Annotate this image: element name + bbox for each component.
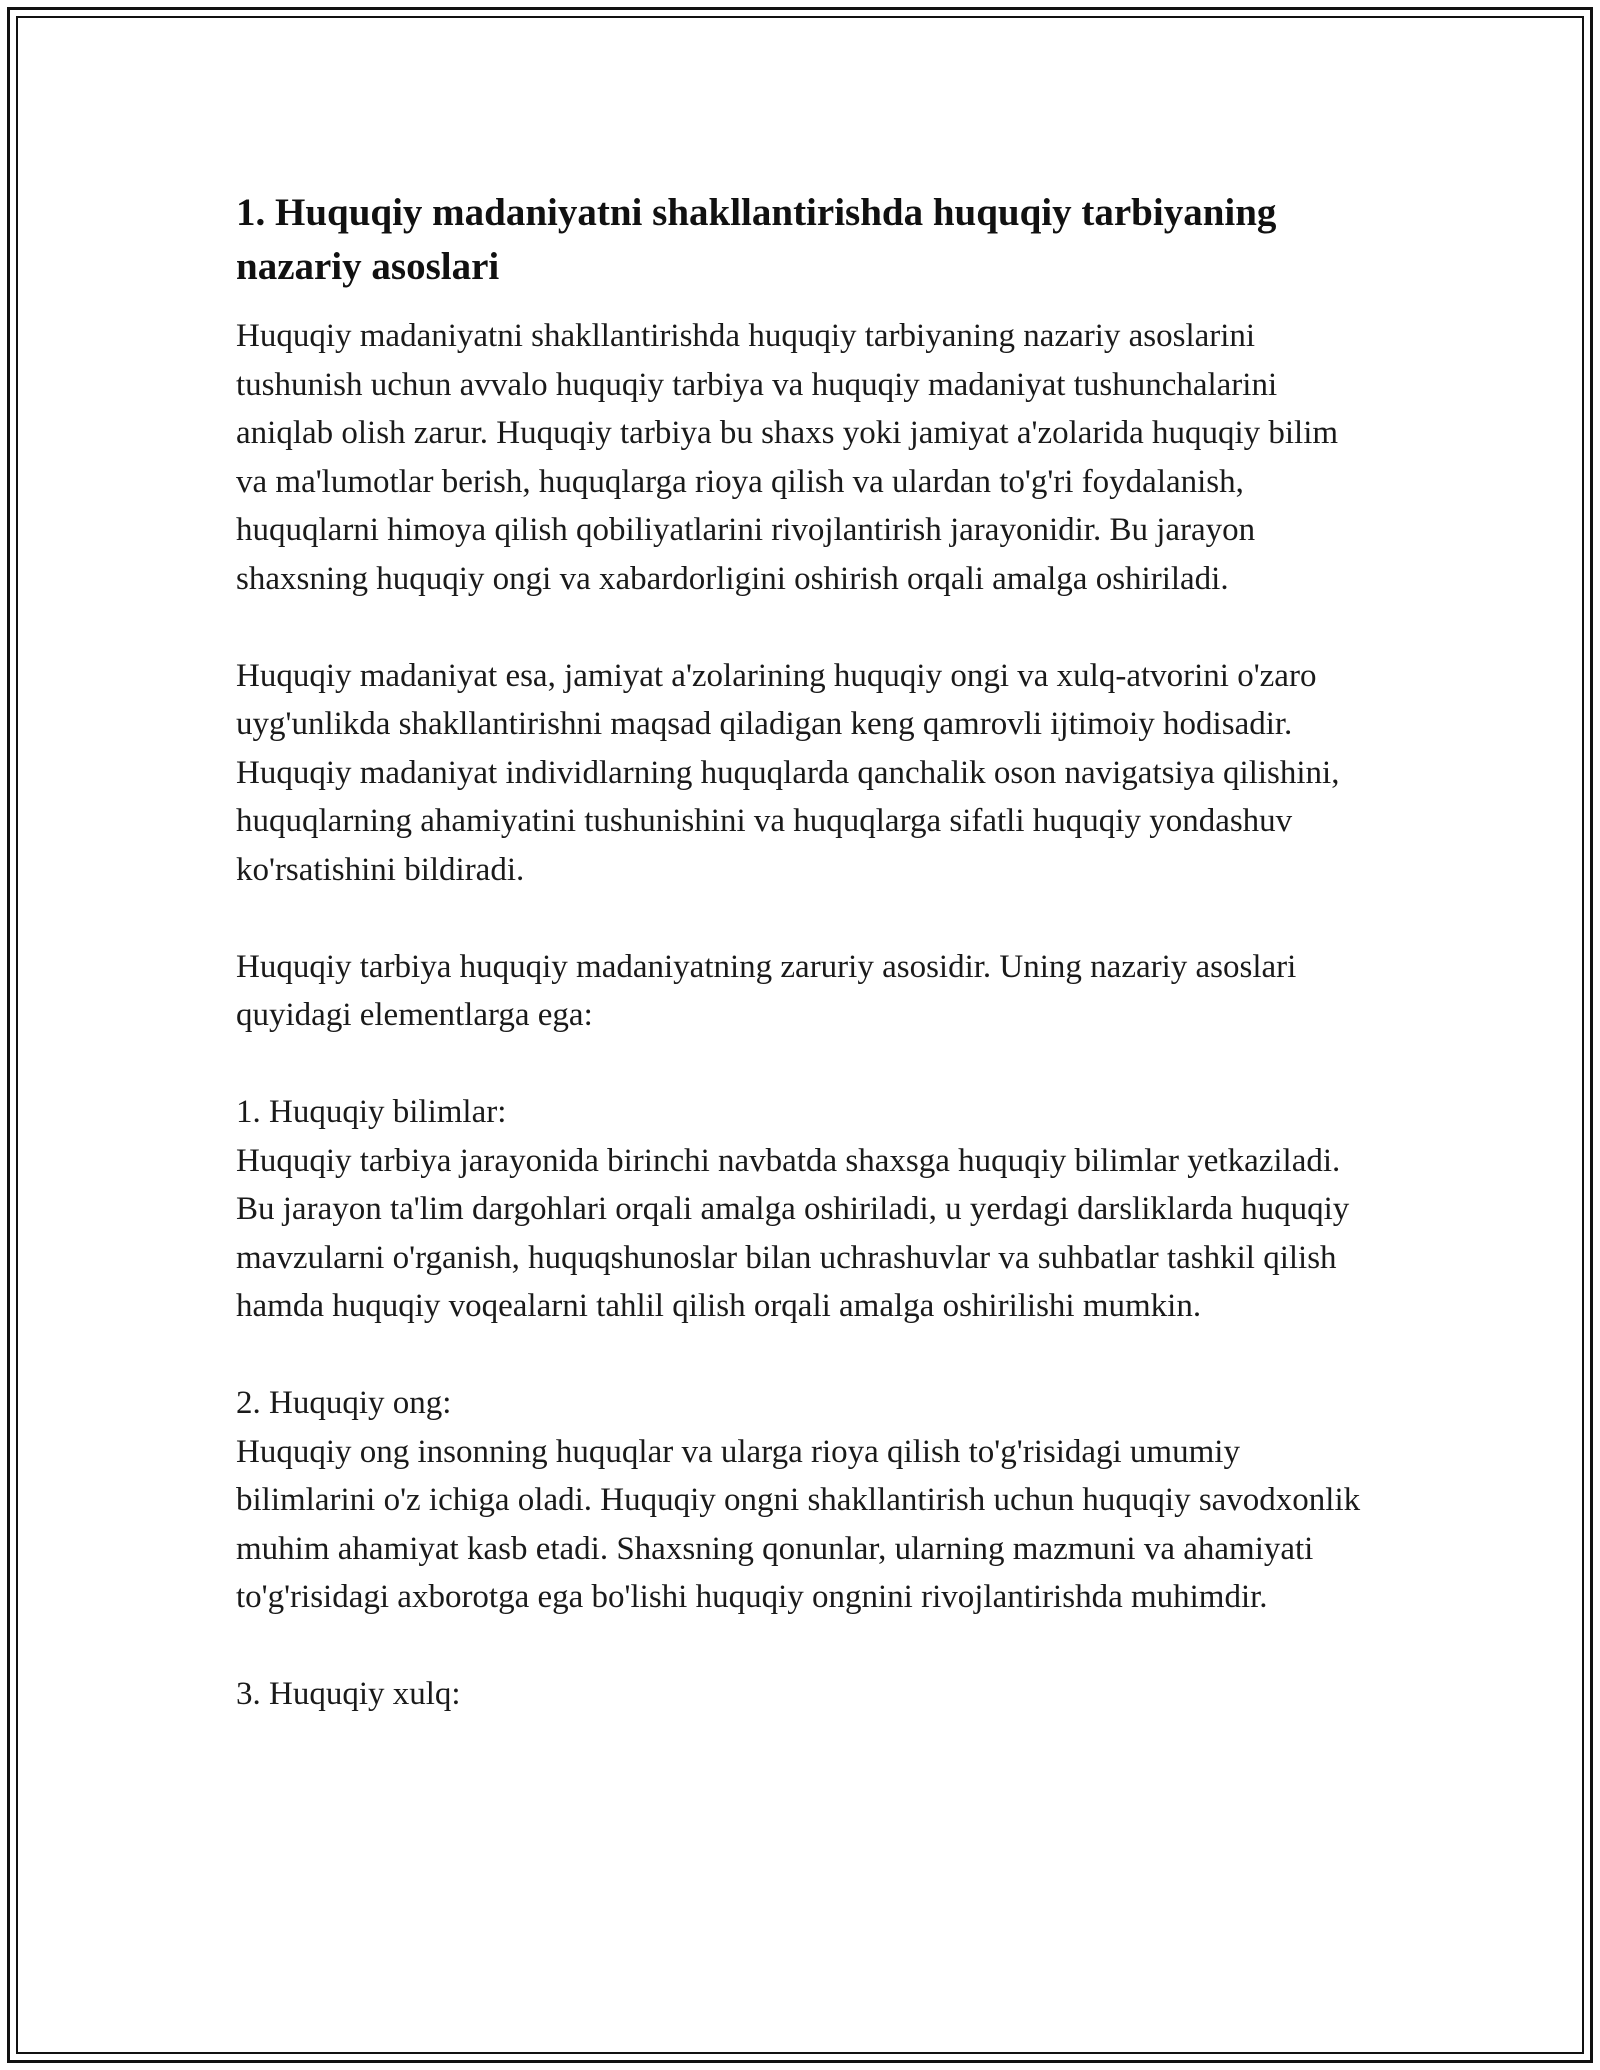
paragraph-intro: Huquqiy madaniyatni shakllantirishda huquqiy tarbiyaning nazariy asoslarini tushunish uchun avvalo huquqiy tarbiya va huquqiy madaniyat tushunchalarini aniqlab olish zarur. Huquqiy tarbiya bu shaxs yoki jamiyat a'zolarida huquqiy bilim va ma'lumotlar berish, huquqlarga rioya qilish va ulardan to'g'ri foydalanish, huquqlarni himoya qilish qobiliyatlarini rivojlantirish jarayonidir. Bu jarayon shaxsning huquqiy ongi va xabardorligini oshirish orqali amalga oshiriladi. [236, 318, 1339, 597]
list-item-legal-behavior [236, 1670, 1366, 1719]
list-item-heading: 1. Huquqiy bilimlar: [236, 1094, 507, 1130]
list-item-legal-consciousness [236, 1379, 1366, 1622]
paragraph-legal-culture: Huquqiy madaniyat esa, jamiyat a'zolarining huquqiy ongi va xulq-atvorini o'zaro uyg'unlikda shakllantirishni maqsad qiladigan keng qamrovli ijtimoiy hodisadir. Huquqiy madaniyat individlarning huquqlarda qanchalik oson navigatsiya qilishini, huquqlarning ahamiyatini tushunishini va huquqlarga sifatli huquqiy yondashuv ko'rsatishini bildiradi. [236, 657, 1340, 888]
list-item-legal-knowledge [236, 1088, 1366, 1331]
document-title: 1. Huquqiy madaniyatni shakllantirishda huquqiy tarbiyaning nazariy asoslari [236, 191, 1277, 288]
list-item-text: Huquqiy ong insonning huquqlar va ularga rioya qilish to'g'risidagi umumiy bilimlarini o'z ichiga oladi. Huquqiy ongni shakllantirish uchun huquqiy savodxonlik muhim ahamiyat kasb etadi. Shaxsning qonunlar, ularning mazmuni va ahamiyati to'g'risidagi axborotga ega bo'lishi huquqiy ongnini rivojlantirishda muhimdir. [236, 1433, 1361, 1615]
paragraph-elements-intro: Huquqiy tarbiya huquqiy madaniyatning zaruriy asosidir. Uning nazariy asoslari quyidagi elementlarga ega: [236, 948, 1297, 1033]
document-body [236, 186, 1366, 1767]
list-item-text: Huquqiy tarbiya jarayonida birinchi navbatda shaxsga huquqiy bilimlar yetkaziladi. Bu jarayon ta'lim dargohlari orqali amalga oshiriladi, u yerdagi darsliklarda huquqiy mavzularni o'rganish, huquqshunoslar bilan uchrashuvlar va suhbatlar tashkil qilish hamda huquqiy voqealarni tahlil qilish orqali amalga oshirilishi mumkin. [236, 1142, 1350, 1324]
list-item-heading: 2. Huquqiy ong: [236, 1385, 452, 1421]
list-item-heading: 3. Huquqiy xulq: [236, 1676, 461, 1712]
